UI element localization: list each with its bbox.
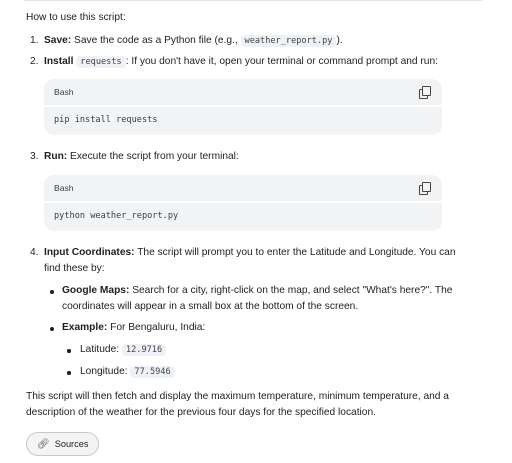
step-text: ). bbox=[336, 35, 343, 46]
code-content: pip install requests bbox=[54, 115, 158, 125]
step-title: Install bbox=[44, 56, 74, 67]
longitude-value: 77.5946 bbox=[130, 366, 174, 378]
sub-bullet-longitude bbox=[80, 364, 475, 380]
step-number: 3. bbox=[30, 151, 39, 162]
step-title: Input Coordinates: bbox=[44, 247, 135, 258]
bullet-text: Search for a city, right-click on the map, and select "What's here?". The bbox=[129, 285, 453, 296]
bullet-text-continued: coordinates will appear in a small box at the bottom of the screen. bbox=[62, 301, 359, 312]
code-language-label: Bash bbox=[54, 87, 74, 97]
summary-line: description of the weather for the previous four days for the specified location. bbox=[26, 407, 376, 418]
bullet-dot bbox=[50, 290, 54, 294]
bullet-dot bbox=[50, 327, 54, 331]
step-run bbox=[44, 149, 439, 165]
bullet-example bbox=[62, 320, 457, 336]
inline-code-filename: weather_report.py bbox=[241, 35, 337, 47]
sources-button[interactable] bbox=[26, 432, 99, 456]
latitude-value: 12.9716 bbox=[122, 344, 166, 356]
code-block bbox=[44, 175, 442, 231]
copy-icon[interactable] bbox=[418, 182, 430, 194]
sub-bullet-latitude bbox=[80, 342, 475, 358]
step-title: Save: bbox=[44, 35, 72, 46]
bullet-text: For Bengaluru, India: bbox=[107, 322, 206, 333]
step-install bbox=[44, 54, 439, 70]
step-text: Execute the script from your terminal: bbox=[67, 151, 239, 162]
bullet-google-maps bbox=[62, 283, 472, 299]
divider bbox=[24, 0, 482, 1]
code-block bbox=[44, 79, 442, 135]
section-heading: How to use this script: bbox=[26, 12, 126, 23]
summary-line: This script will then fetch and display the maximum temperature, minimum temperature, and a bbox=[26, 391, 449, 402]
code-content: python weather_report.py bbox=[54, 211, 179, 221]
sources-label: Sources bbox=[54, 439, 89, 449]
code-language-label: Bash bbox=[54, 183, 74, 193]
step-text-continued: find these by: bbox=[44, 263, 105, 274]
step-number: 4. bbox=[30, 247, 39, 258]
latitude-label: Latitude: bbox=[80, 344, 122, 355]
link-icon: 🔗︎ bbox=[37, 438, 50, 450]
longitude-label: Longitude: bbox=[80, 366, 131, 377]
code-block-header bbox=[44, 175, 442, 201]
step-save bbox=[44, 33, 439, 49]
step-text: The script will prompt you to enter the Latitude and Longitude. You can bbox=[134, 247, 456, 258]
step-title: Run: bbox=[44, 151, 68, 162]
step-number: 2. bbox=[30, 56, 39, 67]
step-number: 1. bbox=[30, 35, 39, 46]
bullet-title: Google Maps: bbox=[62, 285, 130, 296]
step-text: Save the code as a Python file (e.g., bbox=[71, 35, 241, 46]
code-block-header bbox=[44, 79, 442, 105]
copy-icon[interactable] bbox=[418, 86, 430, 98]
step-input-coordinates bbox=[44, 245, 464, 261]
bullet-dot bbox=[67, 349, 71, 353]
step-text: : If you don't have it, open your terminal or command prompt and run: bbox=[125, 56, 438, 67]
bullet-title: Example: bbox=[62, 322, 108, 333]
inline-code-requests: requests bbox=[76, 56, 125, 68]
bullet-dot bbox=[67, 371, 71, 375]
